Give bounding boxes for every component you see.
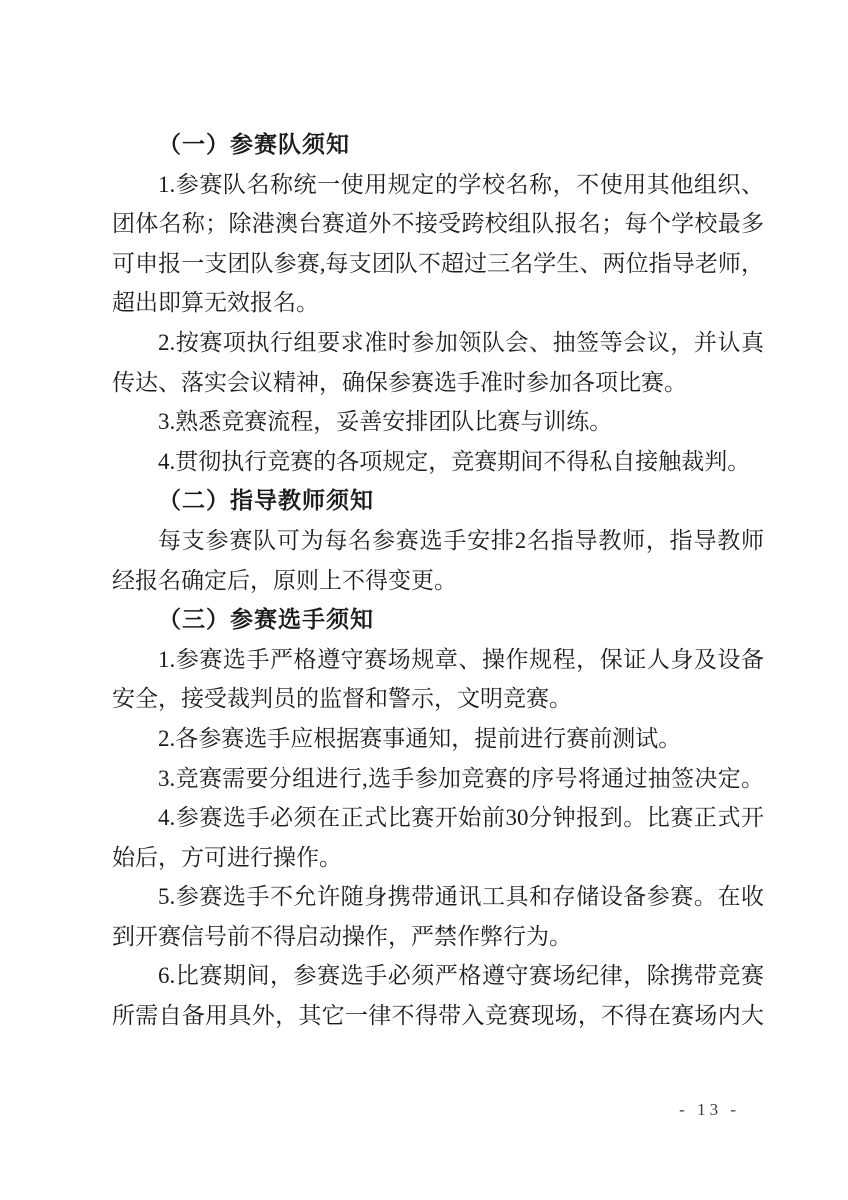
- text-line: 1.参赛选手严格遵守赛场规章、操作规程，保证人身及设备: [158, 646, 764, 672]
- text-line: 经报名确定后，原则上不得变更。: [112, 567, 457, 593]
- text-line: 到开赛信号前不得启动操作，严禁作弊行为。: [112, 923, 572, 949]
- text-line: 5.参赛选手不允许随身携带通讯工具和存储设备参赛。在收: [158, 884, 764, 910]
- text-line: 安全，接受裁判员的监督和警示，文明竞赛。: [112, 686, 572, 712]
- section-heading: （二）指导教师须知: [158, 488, 374, 514]
- text-line: 2.各参赛选手应根据赛事通知，提前进行赛前测试。: [158, 725, 682, 751]
- section-heading: （三）参赛选手须知: [158, 607, 374, 633]
- text-line: 1.参赛队名称统一使用规定的学校名称，不使用其他组织、: [158, 171, 764, 197]
- text-line: 始后，方可进行操作。: [112, 844, 342, 870]
- text-line: 每支参赛队可为每名参赛选手安排2名指导教师，指导教师: [158, 527, 764, 553]
- text-line: 可申报一支团队参赛,每支团队不超过三名学生、两位指导老师，: [112, 250, 764, 276]
- text-line: 3.竞赛需要分组进行,选手参加竞赛的序号将通过抽签决定。: [158, 765, 764, 791]
- text-line: 所需自备用具外，其它一律不得带入竞赛现场，不得在赛场内大: [112, 1003, 764, 1029]
- text-line: 传达、落实会议精神，确保参赛选手准时参加各项比赛。: [112, 369, 687, 395]
- text-line: 4.参赛选手必须在正式比赛开始前30分钟报到。比赛正式开: [158, 805, 764, 831]
- text-line: 2.按赛项执行组要求准时参加领队会、抽签等会议，并认真: [158, 329, 764, 355]
- page-number: - 13 -: [679, 1100, 740, 1119]
- text-line: 3.熟悉竞赛流程，妥善安排团队比赛与训练。: [158, 409, 613, 435]
- text-line: 团体名称；除港澳台赛道外不接受跨校组队报名；每个学校最多: [112, 211, 764, 237]
- text-line: 6.比赛期间，参赛选手必须严格遵守赛场纪律，除携带竞赛: [158, 963, 764, 989]
- document-lines: [112, 125, 764, 1036]
- section-heading: （一）参赛队须知: [158, 132, 350, 157]
- text-line: 超出即算无效报名。: [112, 290, 319, 316]
- text-line: 4.贯彻执行竞赛的各项规定，竞赛期间不得私自接触裁判。: [158, 448, 751, 474]
